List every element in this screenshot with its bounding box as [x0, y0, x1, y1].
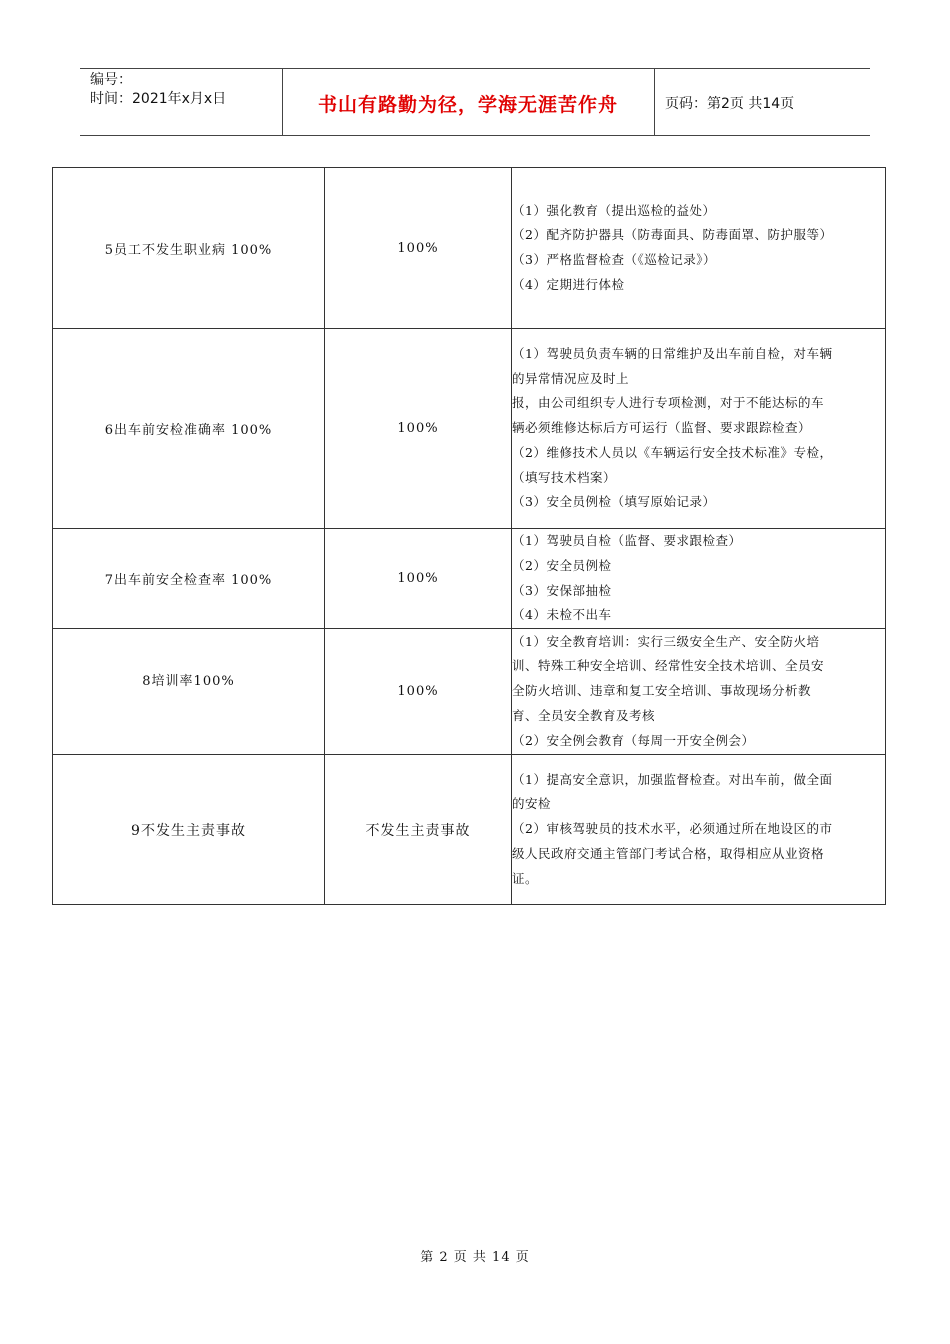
- table-row: [53, 168, 886, 329]
- measure-line: 报，由公司组织专人进行专项检测，对于不能达标的车: [512, 395, 825, 411]
- header-bottom-rule: [80, 135, 870, 136]
- table-row: [53, 629, 886, 755]
- indicator-cell: [53, 168, 325, 329]
- table-row: [53, 329, 886, 529]
- indicator-text: 7出车前安全检查率 100%: [104, 573, 273, 588]
- measure-line: （4）未检不出车: [512, 607, 612, 623]
- measure-line: （2）安全员例检: [512, 557, 612, 573]
- measure-line: （3）安全员例检（填写原始记录）: [512, 494, 716, 510]
- measure-line: 证。: [512, 870, 539, 886]
- measure-line: （1）驾驶员负责车辆的日常维护及出车前自检，对车辆: [512, 346, 833, 362]
- measure-line: （4）定期进行体检: [512, 276, 625, 292]
- measure-line: 全防火培训、违章和复工安全培训、事故现场分析教: [512, 683, 812, 699]
- measure-line: （3）严格监督检查（《巡检记录》）: [512, 252, 716, 267]
- target-cell: [325, 329, 512, 529]
- target-text: 100%: [397, 240, 439, 256]
- measures-cell: [512, 629, 886, 755]
- measure-line: 辆必须维修达标后方可运行（监督、要求跟踪检查）: [512, 420, 812, 436]
- target-cell: [325, 629, 512, 755]
- measure-line: （3）安保部抽检: [512, 582, 612, 598]
- measure-line: （填写技术档案）: [512, 469, 617, 485]
- indicator-cell: [53, 329, 325, 529]
- measure-line: （2）配齐防护器具（防毒面具、防毒面罩、防护服等）: [512, 227, 833, 243]
- table-row: [53, 529, 886, 629]
- indicator-text: 9不发生主责事故: [131, 822, 246, 839]
- target-text: 100%: [397, 684, 439, 699]
- measure-line: 的异常情况应及时上: [512, 370, 630, 386]
- header-top-rule: [80, 68, 870, 69]
- measure-line: （2）安全例会教育（每周一开安全例会）: [512, 732, 755, 748]
- measure-line: 育、全员安全教育及考核: [512, 707, 656, 723]
- measure-line: （1）强化教育（提出巡检的益处）: [512, 202, 716, 218]
- indicator-cell: [53, 529, 325, 629]
- target-cell: [325, 755, 512, 905]
- indicator-cell: [53, 629, 325, 755]
- indicator-text: 8培训率100%: [142, 674, 235, 689]
- document-time-label: 时间：2021年x月x日: [90, 91, 227, 107]
- header-motto: 书山有路勤为径，学海无涯苦作舟: [317, 94, 618, 116]
- target-text: 100%: [397, 571, 439, 586]
- page-footer: 第 2 页 共 14 页: [420, 1250, 530, 1265]
- measure-line: 训、特殊工种安全培训、经常性安全技术培训、全员安: [512, 658, 825, 674]
- measures-cell: [512, 329, 886, 529]
- measure-line: （2）维修技术人员以《车辆运行安全技术标准》专检，: [512, 444, 833, 460]
- measure-line: （1）提高安全意识，加强监督检查。对出车前，做全面: [512, 771, 833, 787]
- header-meta: [90, 71, 226, 109]
- measures-cell: [512, 755, 886, 905]
- indicator-text: 6出车前安检准确率 100%: [104, 423, 273, 438]
- safety-targets-table: [52, 167, 886, 905]
- header-page-info: 页码：第2页 共14页: [665, 96, 795, 112]
- measure-line: （1）驾驶员自检（监督、要求跟检查）: [512, 533, 742, 549]
- measures-cell: [512, 529, 886, 629]
- measures-cell: [512, 168, 886, 329]
- target-cell: [325, 168, 512, 329]
- indicator-cell: [53, 755, 325, 905]
- measure-line: 的安检: [512, 796, 552, 812]
- measure-line: （2）审核驾驶员的技术水平，必须通过所在地设区的市: [512, 821, 833, 837]
- indicator-text: 5员工不发生职业病 100%: [104, 242, 273, 258]
- target-cell: [325, 529, 512, 629]
- document-number-label: 编号：: [90, 72, 132, 88]
- measure-line: 级人民政府交通主管部门考试合格，取得相应从业资格: [512, 845, 825, 861]
- table-row: [53, 755, 886, 905]
- page-header: [80, 68, 870, 136]
- target-text: 100%: [397, 421, 439, 436]
- measure-line: （1）安全教育培训：实行三级安全生产、安全防火培: [512, 633, 820, 649]
- target-text: 不发生主责事故: [365, 822, 471, 839]
- header-divider: [654, 68, 655, 136]
